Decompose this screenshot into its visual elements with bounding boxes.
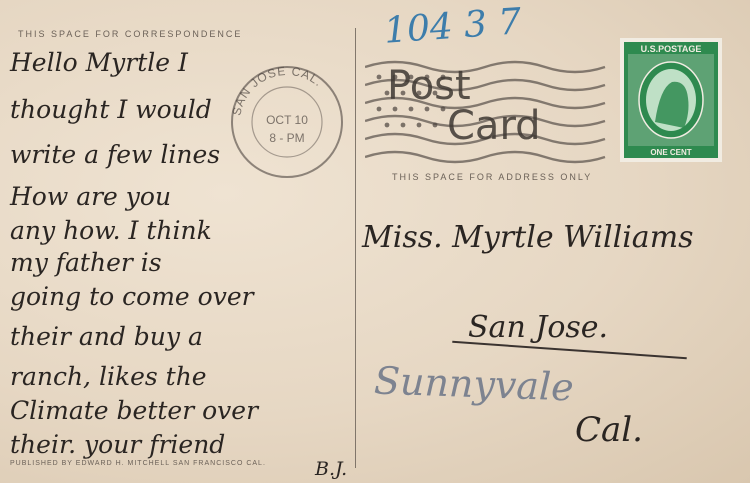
message-line: ranch, likes the xyxy=(10,362,207,391)
struck-city: San Jose. xyxy=(468,310,609,345)
forwarding-city: Sunnyvale xyxy=(373,358,575,410)
message-line: their. your friend xyxy=(10,430,226,459)
stamp-top-text: U.S.POSTAGE xyxy=(640,44,702,54)
flag-cancellation xyxy=(365,55,620,175)
message-line: How are you xyxy=(10,182,172,211)
message-line: their and buy a xyxy=(10,322,203,351)
message-line: thought I would xyxy=(10,95,212,124)
message-line: write a few lines xyxy=(10,140,221,169)
recipient-state: Cal. xyxy=(575,410,643,450)
correspondence-label: THIS SPACE FOR CORRESPONDENCE xyxy=(18,29,243,39)
postmark-time: 8 - PM xyxy=(269,131,305,145)
message-line: Climate better over xyxy=(10,396,259,425)
postage-stamp xyxy=(620,38,722,162)
publisher-imprint: PUBLISHED BY EDWARD H. MITCHELL SAN FRANCISCO CAL. xyxy=(10,460,266,467)
card-word: Card xyxy=(447,103,541,149)
post-word: Post xyxy=(387,63,471,109)
svg-text:SAN JOSE CAL. xyxy=(229,64,325,117)
stamp-bottom-text: ONE CENT xyxy=(650,148,692,157)
recipient-name: Miss. Myrtle Williams xyxy=(362,220,694,255)
postmark-date: OCT 10 xyxy=(266,113,308,127)
address-label: THIS SPACE FOR ADDRESS ONLY xyxy=(392,172,593,182)
message-line: any how. I think xyxy=(10,216,212,245)
postmark xyxy=(222,60,352,180)
pen-number: 104 3 7 xyxy=(382,1,523,52)
signature: B.J. xyxy=(315,458,348,480)
message-line: going to come over xyxy=(10,282,254,311)
message-line: my father is xyxy=(10,248,162,277)
postmark-city: SAN JOSE CAL. xyxy=(229,63,326,117)
center-divider xyxy=(355,28,356,468)
message-line: Hello Myrtle I xyxy=(10,48,188,77)
